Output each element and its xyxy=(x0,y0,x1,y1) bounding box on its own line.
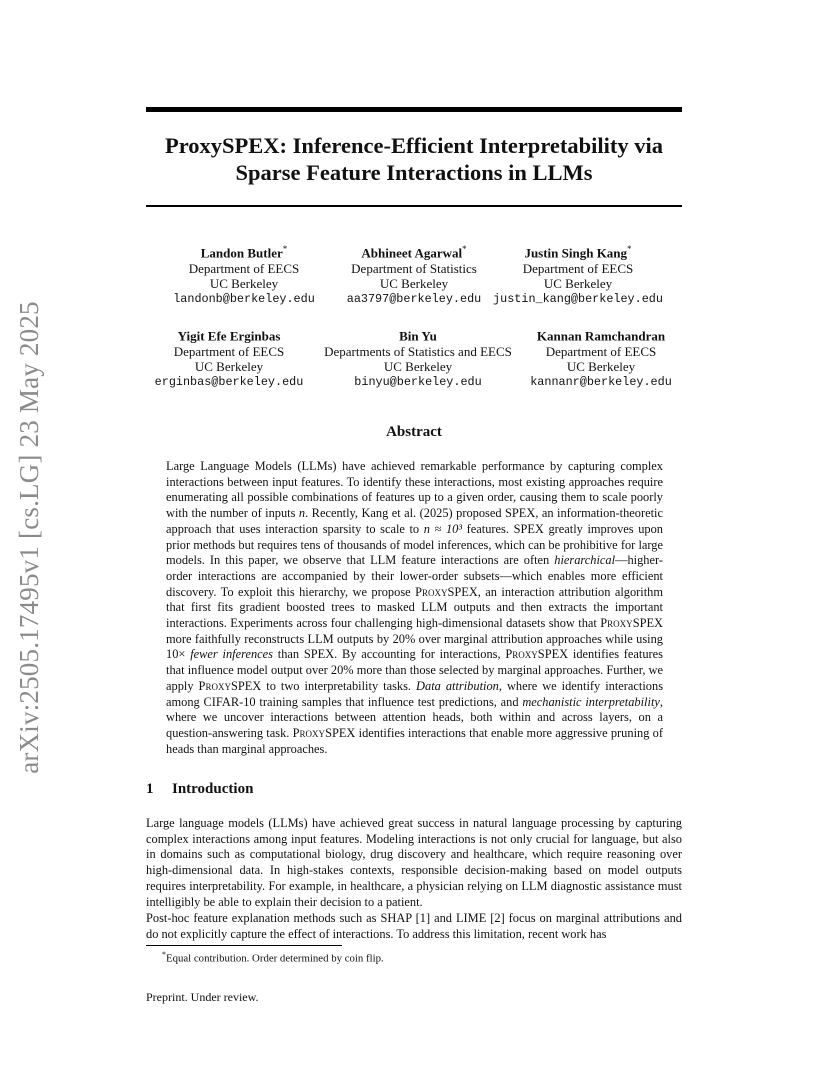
arxiv-sidebar-stamp xyxy=(6,298,52,776)
intro-paragraph-2: Post-hoc feature explanation methods such as SHAP [1] and LIME [2] focus on marginal attributions and do not explicitly capture the effect of interactions. To address this limitation, recent work has xyxy=(146,911,682,941)
title-bottom-rule xyxy=(146,205,682,207)
author-institution: UC Berkeley xyxy=(543,276,613,292)
title-top-rule xyxy=(146,107,682,112)
author-block xyxy=(484,242,672,307)
author-block xyxy=(312,325,524,390)
preprint-footer: Preprint. Under review. xyxy=(146,990,259,1004)
section-title: Introduction xyxy=(172,781,254,797)
author-email: kannanr@berkeley.edu xyxy=(530,374,672,389)
footnote-text: Equal contribution. Order determined by coin flip. xyxy=(166,952,384,965)
author-department: Department of EECS xyxy=(188,260,300,276)
author-name: Justin Singh Kang* xyxy=(524,244,632,261)
footnote-rule xyxy=(146,945,342,946)
arxiv-identifier: arXiv:2505.17495v1 [cs.LG] 23 May 2025 xyxy=(13,300,44,774)
title-line-1: ProxySPEX: Inference-Efficient Interpretability via xyxy=(164,133,664,158)
paper-title xyxy=(146,132,682,186)
author-email: aa3797@berkeley.edu xyxy=(346,291,482,306)
author-block xyxy=(146,242,342,307)
author-email: landonb@berkeley.edu xyxy=(173,291,315,306)
author-department: Department of EECS xyxy=(522,260,634,276)
footnote xyxy=(162,950,384,965)
section-number: 1 xyxy=(146,781,154,797)
author-email: binyu@berkeley.edu xyxy=(354,374,482,389)
author-institution: UC Berkeley xyxy=(379,276,449,292)
author-department: Department of EECS xyxy=(545,343,657,359)
author-name: Landon Butler* xyxy=(200,244,288,261)
author-institution: UC Berkeley xyxy=(383,359,453,375)
title-line-2: Sparse Feature Interactions in LLMs xyxy=(235,160,593,185)
author-institution: UC Berkeley xyxy=(209,276,279,292)
author-name: Yigit Efe Erginbas xyxy=(177,328,281,344)
author-email: erginbas@berkeley.edu xyxy=(154,374,304,389)
author-name: Bin Yu xyxy=(399,328,437,344)
author-department: Department of EECS xyxy=(173,343,285,359)
section-heading-introduction xyxy=(146,781,253,798)
author-name: Abhineet Agarwal* xyxy=(361,244,467,261)
author-institution: UC Berkeley xyxy=(194,359,264,375)
author-institution: UC Berkeley xyxy=(566,359,636,375)
author-block xyxy=(318,242,510,307)
abstract-heading: Abstract xyxy=(386,424,442,440)
footnote-mark: * xyxy=(162,950,166,959)
author-department: Department of Statistics xyxy=(351,260,477,276)
author-name: Kannan Ramchandran xyxy=(536,328,666,344)
author-department: Departments of Statistics and EECS xyxy=(324,343,512,359)
intro-paragraph-1: Large language models (LLMs) have achieved great success in natural language processing by capturing complex interactions among input features. Modeling interactions is not only crucial for language, but also in domains such as computational biology, drug discovery and healthcare, which require reasoning over high-dimensional data. In high-stakes contexts, responsible decision-making based on model outputs requires interpretability. For example, in healthcare, a physician relying on LLM diagnostic assistance must intelligibly be able to explain their decision to a patient. xyxy=(146,816,682,909)
author-block xyxy=(520,325,682,390)
author-block xyxy=(146,325,312,390)
author-email: justin_kang@berkeley.edu xyxy=(493,291,663,306)
abstract-text: Large Language Models (LLMs) have achieved remarkable performance by capturing complex interactions between input features. To identify these interactions, most existing approaches require enumerating all possible combinations of features up to a given order, causing them to scale poorly with the number of inputs n. Recently, Kang et al. (2025) proposed SPEX, an information-theoretic approach that uses interaction sparsity to scale to n ≈ 10³ features. SPEX greatly improves upon prior methods but requires tens of thousands of model inferences, which can be prohibitive for large models. In this paper, we observe that LLM feature interactions are often hierarchical—higher-order interactions are accompanied by their lower-order subsets—which enables more efficient discovery. To exploit this hierarchy, we propose ProxySPEX, an interaction attribution algorithm that first fits gradient boosted trees to masked LLM outputs and then extracts the important interactions. Experiments across four challenging high-dimensional datasets show that ProxySPEX more faithfully reconstructs LLM outputs by 20% over marginal attribution approaches while using 10× fewer inferences than SPEX. By accounting for interactions, ProxySPEX identifies features that influence model output over 20% more than those selected by marginal approaches. Further, we apply ProxySPEX to two interpretability tasks. Data attribution, where we identify interactions among CIFAR-10 training samples that influence test predictions, and mechanistic interpretability, where we uncover interactions between attention heads, both within and across layers, on a question-answering task. ProxySPEX identifies interactions that enable more aggressive pruning of heads than marginal approaches. xyxy=(166,459,664,756)
